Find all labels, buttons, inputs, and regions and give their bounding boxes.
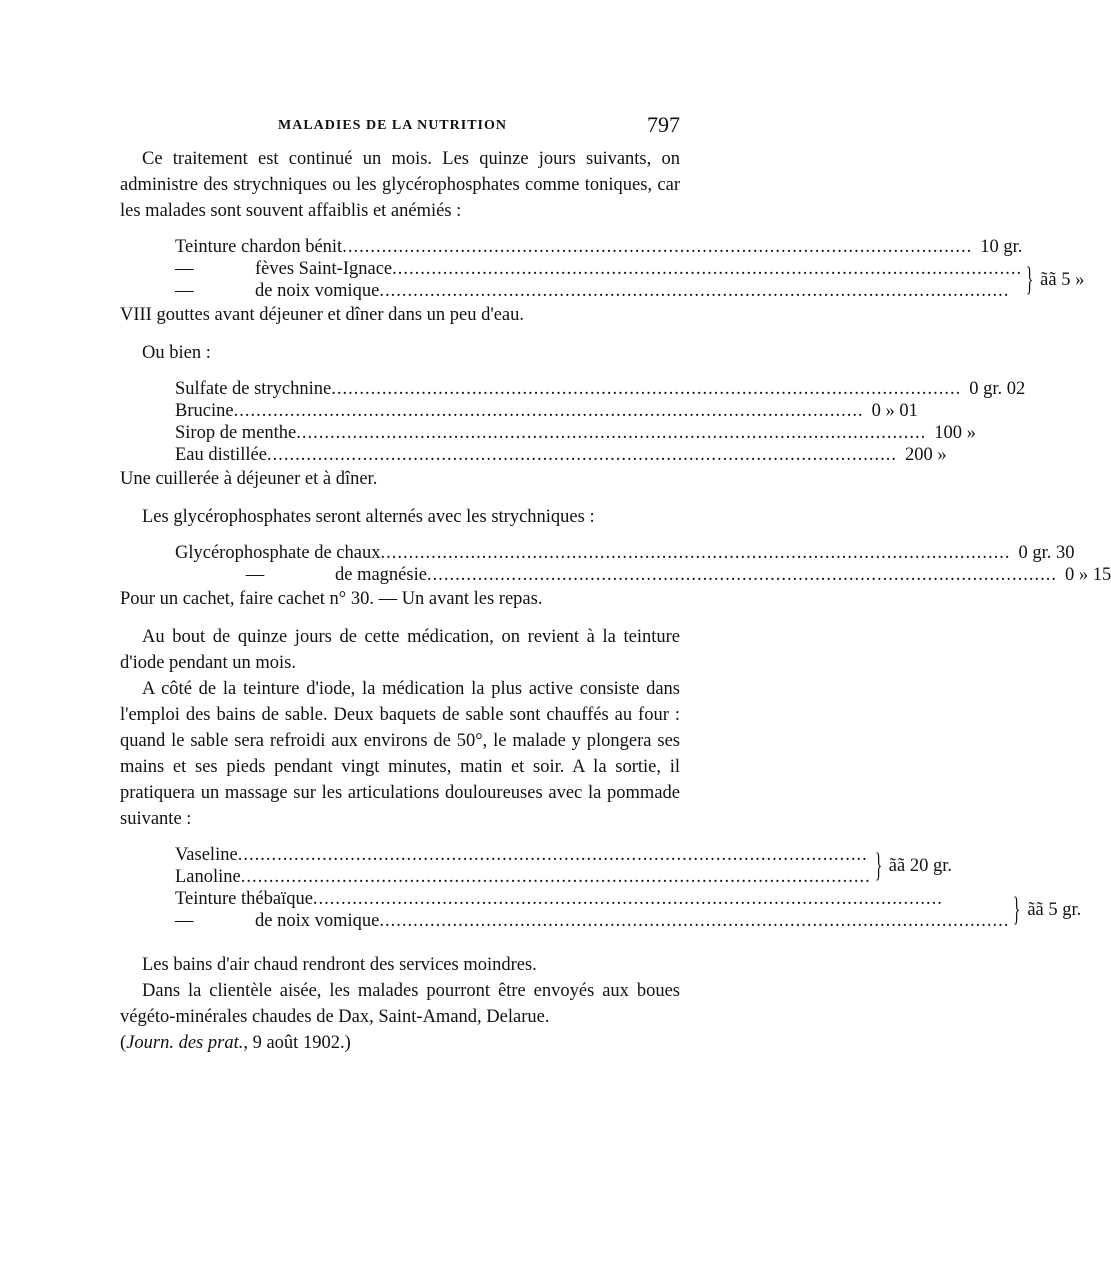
- dash: —: [175, 911, 194, 931]
- recipe-2-line-qty: 100 »: [934, 423, 976, 443]
- recipe-1-line-2-name: fèves Saint-Ignace: [255, 259, 393, 279]
- citation-rest: , 9 août 1902.): [243, 1033, 351, 1053]
- running-title: MALADIES DE LA NUTRITION: [278, 118, 507, 133]
- paragraph-5: Les bains d'air chaud rendront des services moindres.: [142, 955, 537, 975]
- recipe-4-group-1-qty: ãã 20 gr.: [888, 856, 952, 876]
- citation: [120, 1030, 680, 1056]
- recipe-2-line-qty: 0 gr. 02: [969, 379, 1026, 399]
- recipe-1: [175, 236, 1085, 302]
- dash: —: [175, 259, 194, 279]
- recipe-3-line-1-name: Glycérophosphate de chaux: [175, 543, 381, 563]
- or-text: Ou bien :: [142, 343, 211, 363]
- recipe-2-line-name: Brucine: [175, 401, 234, 421]
- paragraph-6: Dans la clientèle aisée, les malades pourront être envoyés aux boues végéto-minérales chaudes de Dax, Saint-Amand, Delarue.: [120, 981, 680, 1027]
- recipe-1-line-1-name: Teinture chardon bénit: [175, 237, 343, 257]
- dash: —: [175, 281, 194, 301]
- recipe-2-line-name: Sulfate de strychnine: [175, 379, 332, 399]
- recipe-4-line-vaseline: Vaseline: [175, 845, 238, 865]
- recipe-4-line-teinture: Teinture thébaïque: [175, 889, 313, 909]
- paragraph-2: Les glycérophosphates seront alternés avec les strychniques :: [142, 507, 595, 527]
- recipe-2-line-name: Sirop de menthe: [175, 423, 297, 443]
- page: [120, 110, 1111, 1056]
- recipe-4-line-lanoline: Lanoline: [175, 867, 241, 887]
- recipe-3-line-2-qty: 0 » 15: [1064, 565, 1111, 585]
- recipe-4-group-2-qty: ãã 5 gr.: [1027, 900, 1082, 920]
- recipe-1-line-1-qty: 10 gr.: [980, 237, 1023, 257]
- recipe-3-line-2-name: de magnésie: [335, 565, 427, 585]
- recipe-1-brace-qty: ãã 5 »: [1040, 270, 1085, 290]
- recipe-1-instruction: VIII gouttes avant déjeuner et dîner dans un peu d'eau.: [120, 305, 525, 325]
- recipe-2-instruction: Une cuillerée à déjeuner et à dîner.: [120, 469, 378, 489]
- recipe-4: [175, 844, 1082, 932]
- recipe-2-line-name: Eau distillée: [175, 445, 267, 465]
- recipe-2-line-qty: 0 » 01: [871, 401, 918, 421]
- page-header: [120, 110, 680, 146]
- brace-icon: }: [874, 847, 882, 884]
- paragraph-1: Ce traitement est continué un mois. Les quinze jours suivants, on administre des strychniques ou les glycérophosphates comme toniques, car les malades sont souvent affaiblis et anémiés :: [120, 149, 680, 221]
- recipe-2: [175, 378, 1026, 466]
- recipe-1-line-3-name: de noix vomique: [255, 281, 380, 301]
- recipe-3-instruction: Pour un cachet, faire cachet n° 30. — Un avant les repas.: [120, 589, 543, 609]
- recipe-3-line-1-qty: 0 gr. 30: [1018, 543, 1075, 563]
- brace-icon: }: [1026, 261, 1034, 298]
- brace-icon: }: [1013, 891, 1021, 928]
- dash: —: [245, 565, 265, 585]
- recipe-4-line-noix: de noix vomique: [255, 911, 380, 931]
- paragraph-4: A côté de la teinture d'iode, la médication la plus active consiste dans l'emploi des bains de sable. Deux baquets de sable sont chauffés au four : quand le sable sera refroidi aux environs de 50°, le malade y plongera ses mains et ses pieds pendant vingt minutes, matin et soir. A la sortie, il pratiquera un massage sur les articulations douloureuses avec la pommade suivante :: [120, 679, 680, 829]
- recipe-2-line-qty: 200 »: [904, 445, 947, 465]
- page-number: 797: [647, 112, 680, 137]
- citation-open: (: [120, 1033, 127, 1053]
- recipe-3: [175, 542, 1111, 586]
- citation-journal: Journ. des prat.: [126, 1033, 244, 1053]
- paragraph-3: Au bout de quinze jours de cette médication, on revient à la teinture d'iode pendant un mois.: [120, 627, 680, 673]
